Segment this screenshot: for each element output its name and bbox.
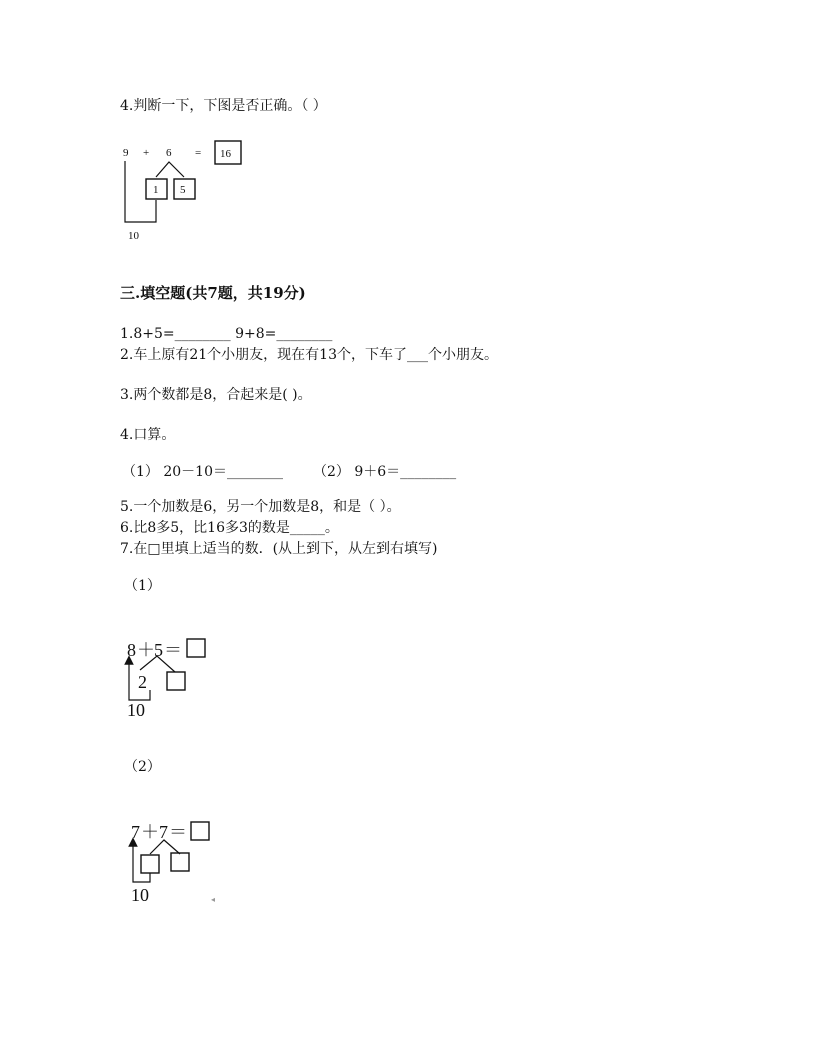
q7p2-split-box-1 (141, 855, 159, 873)
q7p1-split: 2 (138, 672, 147, 692)
q7p2-num-b: 7 (159, 822, 168, 842)
q7p1-result-box (187, 639, 205, 657)
q7p1-plus: ＋ (137, 640, 155, 660)
q7p1-split-box (167, 672, 185, 690)
fill-q2: 2.车上原有21个小朋友，现在有13个，下车了___个小朋友。 (120, 347, 498, 363)
q4-judge-text: 4.判断一下，下图是否正确。（ ） (120, 98, 327, 114)
fill-q6: 6.比8多5，比16多3的数是_____。 (120, 520, 339, 536)
q7p2-bottom: 10 (131, 885, 149, 905)
q7p1-eq: ＝ (164, 640, 182, 660)
fill-q1: 1.8+5=________ 9+8=________ (120, 326, 333, 342)
fill-q4-part2: （2） 9＋6＝________ (313, 464, 457, 480)
q4-num-a: 9 (123, 147, 129, 159)
q4-split-1: 1 (153, 184, 159, 196)
q7p2-eq: ＝ (169, 822, 187, 842)
fill-q7: 7.在□里填上适当的数．(从上到下，从左到右填写) (120, 541, 438, 557)
q4-split-2: 5 (180, 184, 186, 196)
q7-part2-label: （2） (124, 759, 161, 775)
q4-result: 16 (220, 148, 231, 160)
q4-plus: + (143, 147, 150, 159)
fill-q5: 5.一个加数是6，另一个加数是8，和是（ ）。 (120, 499, 401, 515)
stray-mark: ◂ (211, 895, 216, 904)
q7p2-result-box (191, 822, 209, 840)
q7-part1-label: （1） (124, 578, 161, 594)
fill-q4-title: 4.口算。 (120, 427, 176, 443)
q7p1-bottom: 10 (127, 700, 145, 720)
q7p2-num-a: 7 (131, 822, 140, 842)
q7p2-plus: ＋ (141, 822, 159, 842)
fill-q3: 3.两个数都是8，合起来是( )。 (120, 387, 312, 403)
q4-eq: = (195, 147, 202, 159)
section-3-title: 三.填空题(共7题，共19分) (120, 284, 306, 302)
q4-num-b: 6 (166, 147, 172, 159)
q4-bottom: 10 (128, 230, 139, 242)
q7p1-num-a: 8 (127, 640, 136, 660)
q7p2-split-box-2 (171, 853, 189, 871)
q7p1-num-b: 5 (154, 640, 163, 660)
q7p2-split-lines (150, 840, 180, 854)
fill-q4-part1: （1） 20－10＝________ (122, 464, 283, 480)
